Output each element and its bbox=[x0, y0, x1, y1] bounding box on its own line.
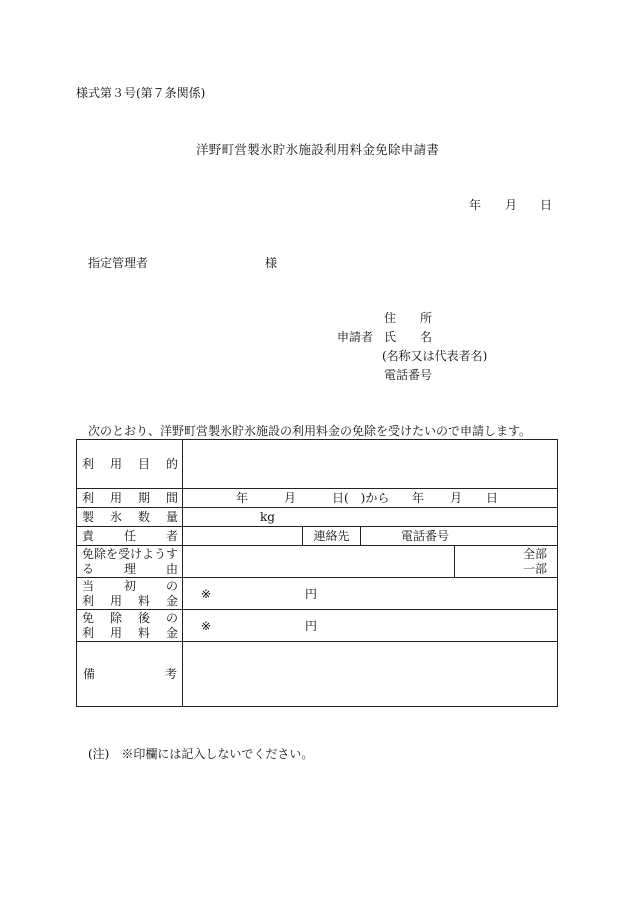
remarks-input-cell[interactable] bbox=[183, 642, 558, 707]
manager-label-cell bbox=[77, 527, 183, 546]
period-year-2: 年 bbox=[412, 491, 425, 505]
reason-label-line2: る理由 bbox=[82, 562, 178, 576]
row-reason bbox=[77, 546, 558, 578]
reason-option-part[interactable]: 一部 bbox=[522, 561, 547, 576]
row-after-fee bbox=[77, 610, 558, 642]
applicant-name-note: (名称又は代表者名) bbox=[382, 349, 488, 363]
phone-cell[interactable] bbox=[361, 527, 558, 546]
addressee-label: 指定管理者 bbox=[88, 256, 149, 270]
ice-label: 製氷数量 bbox=[82, 510, 178, 524]
initial-fee-unit: 円 bbox=[305, 586, 318, 601]
ice-unit: kg bbox=[260, 510, 275, 524]
row-purpose bbox=[77, 440, 558, 489]
date-year: 年 bbox=[469, 198, 482, 212]
footnote: (注) ※印欄には記入しないでください。 bbox=[88, 747, 314, 761]
application-table bbox=[76, 439, 558, 707]
remarks-label-cell bbox=[77, 642, 183, 707]
reason-option-all[interactable]: 全部 bbox=[522, 546, 547, 561]
reason-input-cell[interactable] bbox=[183, 546, 455, 578]
initial-fee-mark: ※ bbox=[201, 586, 212, 601]
after-fee-label-cell bbox=[77, 610, 183, 642]
date-day: 日 bbox=[540, 198, 553, 212]
applicant-role: 申請者 bbox=[337, 330, 374, 344]
applicant-name-label: 氏 名 bbox=[384, 330, 433, 344]
purpose-input-cell[interactable] bbox=[183, 440, 558, 489]
ice-label-cell bbox=[77, 508, 183, 527]
ice-input-cell[interactable] bbox=[183, 508, 558, 527]
manager-label: 責任者 bbox=[82, 529, 178, 543]
after-fee-input-cell[interactable] bbox=[183, 610, 558, 642]
period-month-1: 月 bbox=[284, 491, 297, 505]
initial-fee-label-cell bbox=[77, 578, 183, 610]
period-day-2: 日 bbox=[486, 491, 499, 505]
document-title: 洋野町営製氷貯氷施設利用料金免除申請書 bbox=[196, 142, 440, 157]
initial-fee-label-line2: 利用料金 bbox=[82, 594, 178, 608]
after-fee-unit: 円 bbox=[305, 618, 318, 633]
contact-label-cell bbox=[303, 527, 361, 546]
period-label-cell bbox=[77, 489, 183, 508]
row-ice bbox=[77, 508, 558, 527]
reason-label-line1: 免除を受けようす bbox=[82, 547, 179, 561]
after-fee-label-line1: 免除後の bbox=[82, 611, 178, 625]
form-number: 様式第３号(第７条関係) bbox=[76, 86, 206, 100]
period-label: 利用期間 bbox=[82, 491, 178, 505]
phone-label: 電話番号 bbox=[401, 529, 450, 543]
addressee-honorific: 様 bbox=[265, 256, 278, 270]
row-initial-fee bbox=[77, 578, 558, 610]
remarks-label-1: 備 bbox=[83, 667, 96, 681]
applicant-address-label: 住 所 bbox=[384, 311, 433, 325]
period-month-2: 月 bbox=[450, 491, 463, 505]
row-manager bbox=[77, 527, 558, 546]
contact-label: 連絡先 bbox=[313, 529, 350, 543]
initial-fee-label-line1: 当初の bbox=[82, 579, 178, 593]
row-period bbox=[77, 489, 558, 508]
intro-text: 次のとおり、洋野町営製氷貯氷施設の利用料金の免除を受けたいので申請します。 bbox=[88, 424, 532, 438]
reason-label-cell bbox=[77, 546, 183, 578]
period-day-from: 日( )から bbox=[332, 491, 390, 505]
manager-input-cell[interactable] bbox=[183, 527, 303, 546]
row-remarks bbox=[77, 642, 558, 707]
initial-fee-input-cell[interactable] bbox=[183, 578, 558, 610]
purpose-label-cell bbox=[77, 440, 183, 489]
period-year-1: 年 bbox=[236, 491, 249, 505]
after-fee-label-line2: 利用料金 bbox=[82, 626, 178, 640]
reason-option-cell bbox=[455, 546, 558, 578]
purpose-label: 利用目的 bbox=[82, 457, 178, 471]
applicant-phone-label: 電話番号 bbox=[384, 368, 433, 382]
after-fee-mark: ※ bbox=[201, 618, 212, 633]
date-month: 月 bbox=[505, 198, 518, 212]
period-input-cell[interactable] bbox=[183, 489, 558, 508]
remarks-label-2: 考 bbox=[164, 667, 177, 681]
